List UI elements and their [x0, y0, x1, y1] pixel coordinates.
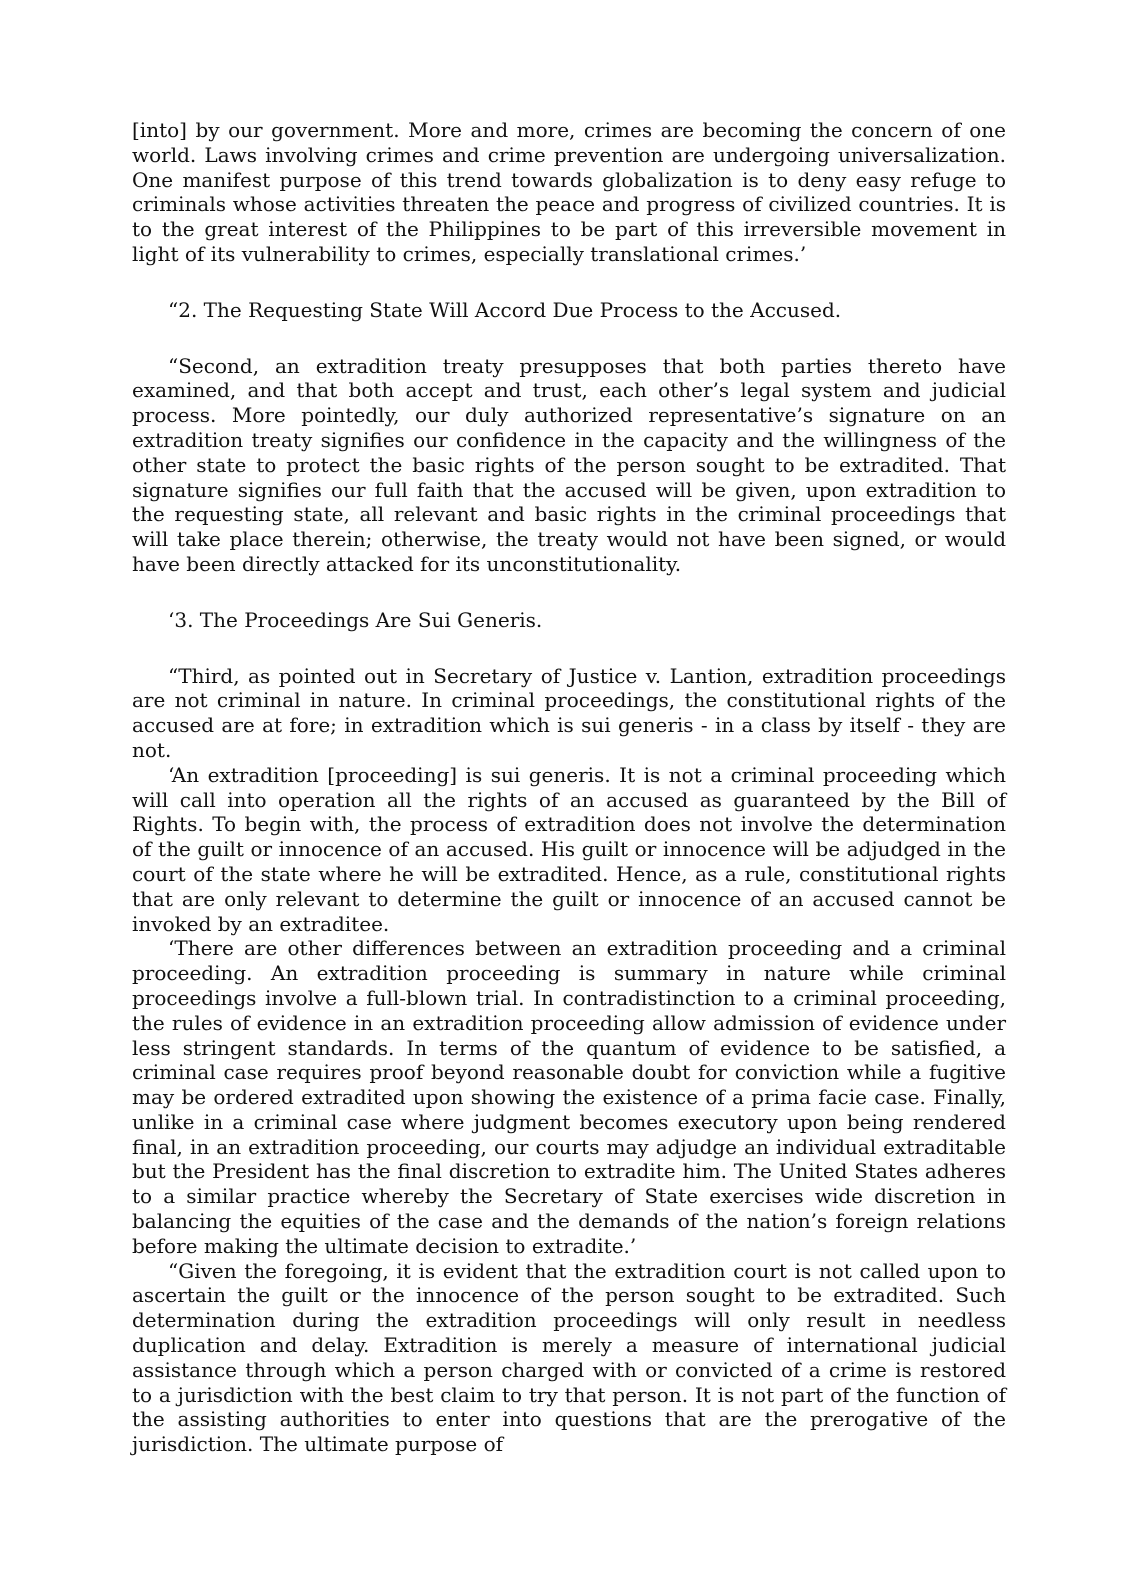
section-heading-2: “2. The Requesting State Will Accord Due Process to the Accused. — [168, 297, 842, 322]
paragraph-6: “Given the foregoing, it is evident that the extradition court is not called upon to ascertain the guilt or the innocence of the person sought to be extradited. Such determination during the extradition proceedings will only result in needless duplication and delay. Extradition is merely a measure of international judicial assistance through which a person charged with or convicted of a crime is restored to a jurisdiction with the best claim to try that person. It is not part of the function of the assisting authorities to enter into questions that are the prerogative of the jurisdiction. The ultimate purpose of — [132, 1258, 1006, 1457]
paragraph-4: ‘An extradition [proceeding] is sui generis. It is not a criminal proceeding which will call into operation all the rights of an accused as guaranteed by the Bill of Rights. To begin with, the process of extradition does not involve the determination of the guilt or innocence of an accused. His guilt or innocence will be adjudged in the court of the state where he will be extradited. Hence, as a rule, constitutional rights that are only relevant to determine the guilt or innocence of an accused cannot be invoked by an extraditee. — [132, 762, 1006, 936]
paragraph-5: ‘There are other differences between an extradition proceeding and a criminal proceeding. An extradition proceeding is summary in nature while criminal proceedings involve a full-blown trial. In contradistinction to a criminal proceeding, the rules of evidence in an extradition proceeding allow admission of evidence under less stringent standards. In terms of the quantum of evidence to be satisfied, a criminal case requires proof beyond reasonable doubt for conviction while a fugitive may be ordered extradited upon showing the existence of a prima facie case. Finally, unlike in a criminal case where judgment becomes executory upon being rendered final, in an extradition proceeding, our courts may adjudge an individual extraditable but the President has the final discretion to extradite him. The United States adheres to a similar practice whereby the Secretary of State exercises wide discretion in balancing the equities of the case and the demands of the nation’s foreign relations before making the ultimate decision to extradite.’ — [132, 936, 1006, 1258]
section-heading-3: ‘3. The Proceedings Are Sui Generis. — [168, 607, 543, 632]
paragraph-2: “Second, an extradition treaty presupposes that both parties thereto have examined, and that both accept and trust, each other’s legal system and judicial process. More pointedly, our duly authorized representative’s signature on an extradition treaty signifies our confidence in the capacity and the willingness of the other state to protect the basic rights of the person sought to be extradited. That signature signifies our full faith that the accused will be given, upon extradition to the requesting state, all relevant and basic rights in the criminal proceedings that will take place therein; otherwise, the treaty would not have been signed, or would have been directly attacked for its unconstitutionality. — [132, 353, 1006, 576]
paragraph-1: [into] by our government. More and more, crimes are becoming the concern of one world. Laws involving crimes and crime prevention are undergoing universalization. One manifest purpose of this trend towards globalization is to deny easy refuge to criminals whose activities threaten the peace and progress of civilized countries. It is to the great interest of the Philippines to be part of this irreversible movement in light of its vulnerability to crimes, especially translational crimes.’ — [132, 118, 1006, 266]
paragraph-3: “Third, as pointed out in Secretary of Justice v. Lantion, extradition proceedings are not criminal in nature. In criminal proceedings, the constitutional rights of the accused are at fore; in extradition which is sui generis - in a class by itself - they are not. — [132, 663, 1006, 762]
document-page — [132, 118, 1006, 1457]
